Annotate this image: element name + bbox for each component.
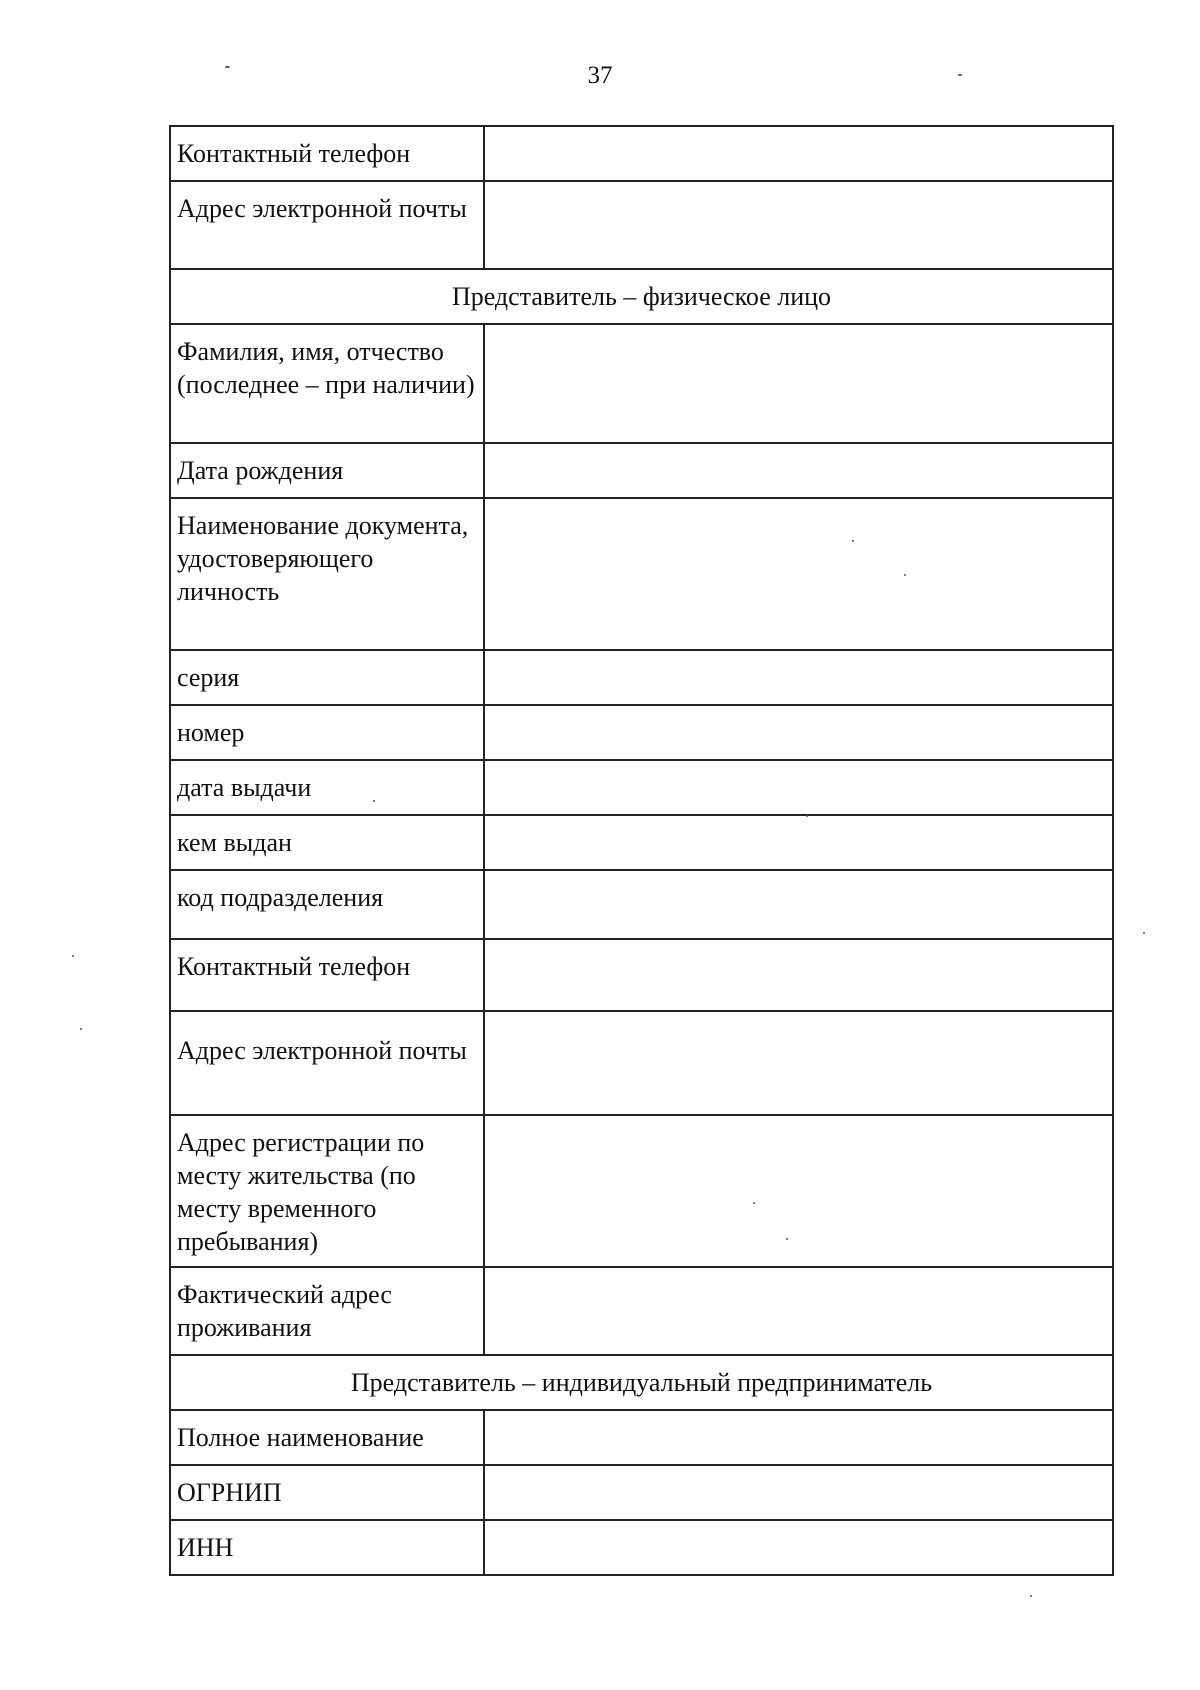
field-label-email: Адрес электронной почты: [170, 181, 484, 269]
table-row: [170, 498, 1113, 650]
field-value-contact-phone[interactable]: [484, 126, 1113, 181]
field-value-division-code[interactable]: [484, 870, 1113, 939]
field-value-number[interactable]: [484, 705, 1113, 760]
field-label-id-document: Наименование документа, удостоверяющего личность: [170, 498, 484, 650]
field-label-issued-by: кем выдан: [170, 815, 484, 870]
table-row: [170, 1267, 1113, 1355]
section-heading-entrepreneur: Представитель – индивидуальный предприниматель: [170, 1355, 1113, 1410]
field-value-actual-address[interactable]: [484, 1267, 1113, 1355]
scan-speck: [80, 1028, 82, 1030]
field-value-series[interactable]: [484, 650, 1113, 705]
field-value-issue-date[interactable]: [484, 760, 1113, 815]
field-value-contact-phone-2[interactable]: [484, 939, 1113, 1011]
field-value-email[interactable]: [484, 181, 1113, 269]
scan-speck: [373, 800, 375, 802]
field-value-registration-address[interactable]: [484, 1115, 1113, 1267]
field-label-contact-phone: Контактный телефон: [170, 126, 484, 181]
table-row: [170, 126, 1113, 181]
table-row: [170, 443, 1113, 498]
field-label-issue-date: дата выдачи: [170, 760, 484, 815]
table-row: [170, 870, 1113, 939]
field-value-id-document[interactable]: [484, 498, 1113, 650]
field-label-inn: ИНН: [170, 1520, 484, 1575]
table-row: [170, 939, 1113, 1011]
scan-speck: [1030, 1595, 1032, 1597]
field-label-registration-address: Адрес регистрации по месту жительства (по месту временного пребывания): [170, 1115, 484, 1267]
table-row: [170, 324, 1113, 443]
field-label-email-2: Адрес электронной почты: [170, 1011, 484, 1115]
table-row: [170, 1410, 1113, 1465]
field-value-email-2[interactable]: [484, 1011, 1113, 1115]
field-value-full-title[interactable]: [484, 1410, 1113, 1465]
field-label-number: номер: [170, 705, 484, 760]
field-label-ogrnip: ОГРНИП: [170, 1465, 484, 1520]
field-value-inn[interactable]: [484, 1520, 1113, 1575]
field-value-ogrnip[interactable]: [484, 1465, 1113, 1520]
scan-speck: [904, 574, 906, 576]
scan-speck: [958, 74, 962, 76]
field-label-division-code: код подразделения: [170, 870, 484, 939]
table-row: [170, 1011, 1113, 1115]
table-row: [170, 269, 1113, 324]
scan-speck: [852, 540, 854, 542]
field-label-full-name: Фамилия, имя, отчество (последнее – при наличии): [170, 324, 484, 443]
field-label-contact-phone-2: Контактный телефон: [170, 939, 484, 1011]
table-row: [170, 181, 1113, 269]
table-row: [170, 1520, 1113, 1575]
field-value-issued-by[interactable]: [484, 815, 1113, 870]
field-label-full-title: Полное наименование: [170, 1410, 484, 1465]
page-number: 37: [587, 62, 613, 89]
scan-speck: [753, 1202, 755, 1204]
table-row: [170, 760, 1113, 815]
scan-speck: [1143, 932, 1145, 934]
scan-speck: [225, 66, 230, 68]
table-row: [170, 650, 1113, 705]
table-row: [170, 1355, 1113, 1410]
scan-speck: [72, 955, 74, 957]
field-label-birth-date: Дата рождения: [170, 443, 484, 498]
table-row: [170, 815, 1113, 870]
representative-form-table: [169, 125, 1114, 1576]
field-label-series: серия: [170, 650, 484, 705]
table-row: [170, 705, 1113, 760]
field-value-birth-date[interactable]: [484, 443, 1113, 498]
field-value-full-name[interactable]: [484, 324, 1113, 443]
field-label-actual-address: Фактический адрес проживания: [170, 1267, 484, 1355]
scan-speck: [806, 815, 808, 817]
scan-speck: [786, 1238, 788, 1240]
table-row: [170, 1465, 1113, 1520]
section-heading-individual: Представитель – физическое лицо: [170, 269, 1113, 324]
table-row: [170, 1115, 1113, 1267]
